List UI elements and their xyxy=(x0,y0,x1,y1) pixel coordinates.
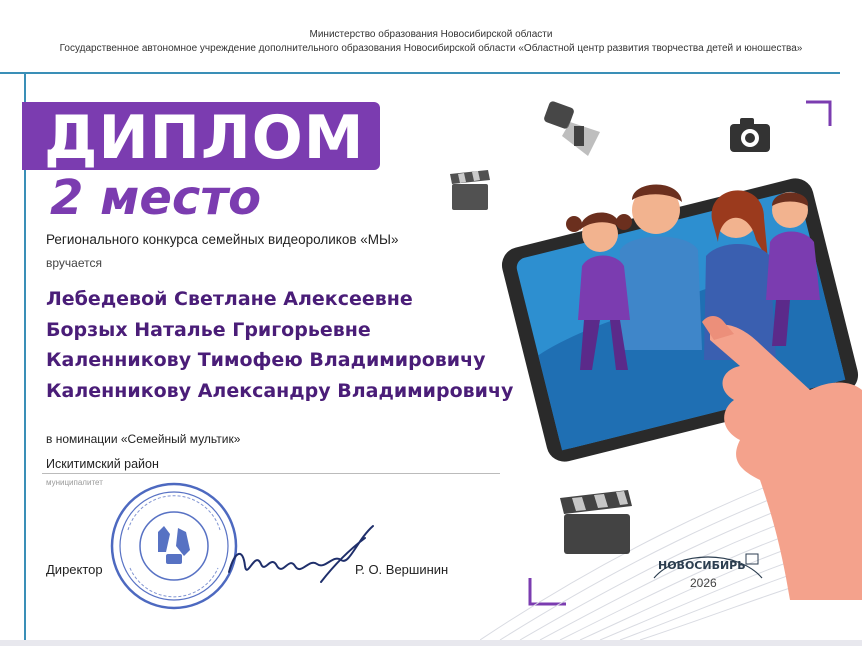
recipient-name: Каленникову Тимофею Владимировичу xyxy=(46,349,486,371)
seal-stamp xyxy=(108,480,240,612)
diploma-title: ДИПЛОМ xyxy=(44,103,365,173)
city-logo-arc xyxy=(648,550,768,600)
awarded-label: вручается xyxy=(46,256,102,270)
city-logo-text: НОВОСИБИРЬ xyxy=(658,559,746,572)
region-underline xyxy=(42,473,500,474)
top-frame-line xyxy=(0,72,840,74)
contest-name: Регионального конкурса семейных видеороликов «МЫ» xyxy=(46,232,399,247)
recipient-name: Каленникову Александру Владимировичу xyxy=(46,379,514,402)
bottom-bar xyxy=(0,640,862,646)
spotlight-icon xyxy=(540,98,620,168)
region-caption: муниципалитет xyxy=(46,478,103,487)
director-label: Директор xyxy=(46,562,103,577)
clapperboard-icon xyxy=(448,170,494,216)
recipient-name: Лебедевой Светлане Алексеевне xyxy=(46,288,413,310)
header-ministry: Министерство образования Новосибирской области xyxy=(309,29,553,40)
city-logo-year: 2026 xyxy=(690,576,717,590)
place-label: 2 место xyxy=(50,170,262,226)
nomination: в номинации «Семейный мультик» xyxy=(46,432,241,446)
signature xyxy=(225,520,385,590)
director-name: Р. О. Вершинин xyxy=(355,562,449,577)
recipient-name: Борзых Наталье Григорьевне xyxy=(46,318,371,341)
header-institution: Государственное автономное учреждение дополнительного образования Новосибирской области «Областной центр развития творчества детей и юношества» xyxy=(59,43,803,54)
clapperboard-icon xyxy=(556,490,640,560)
region-value: Искитимский район xyxy=(46,457,159,471)
recipients-list xyxy=(46,284,513,406)
camera-icon xyxy=(726,112,776,156)
corner-mark-top-right xyxy=(806,100,832,126)
header xyxy=(0,28,862,56)
